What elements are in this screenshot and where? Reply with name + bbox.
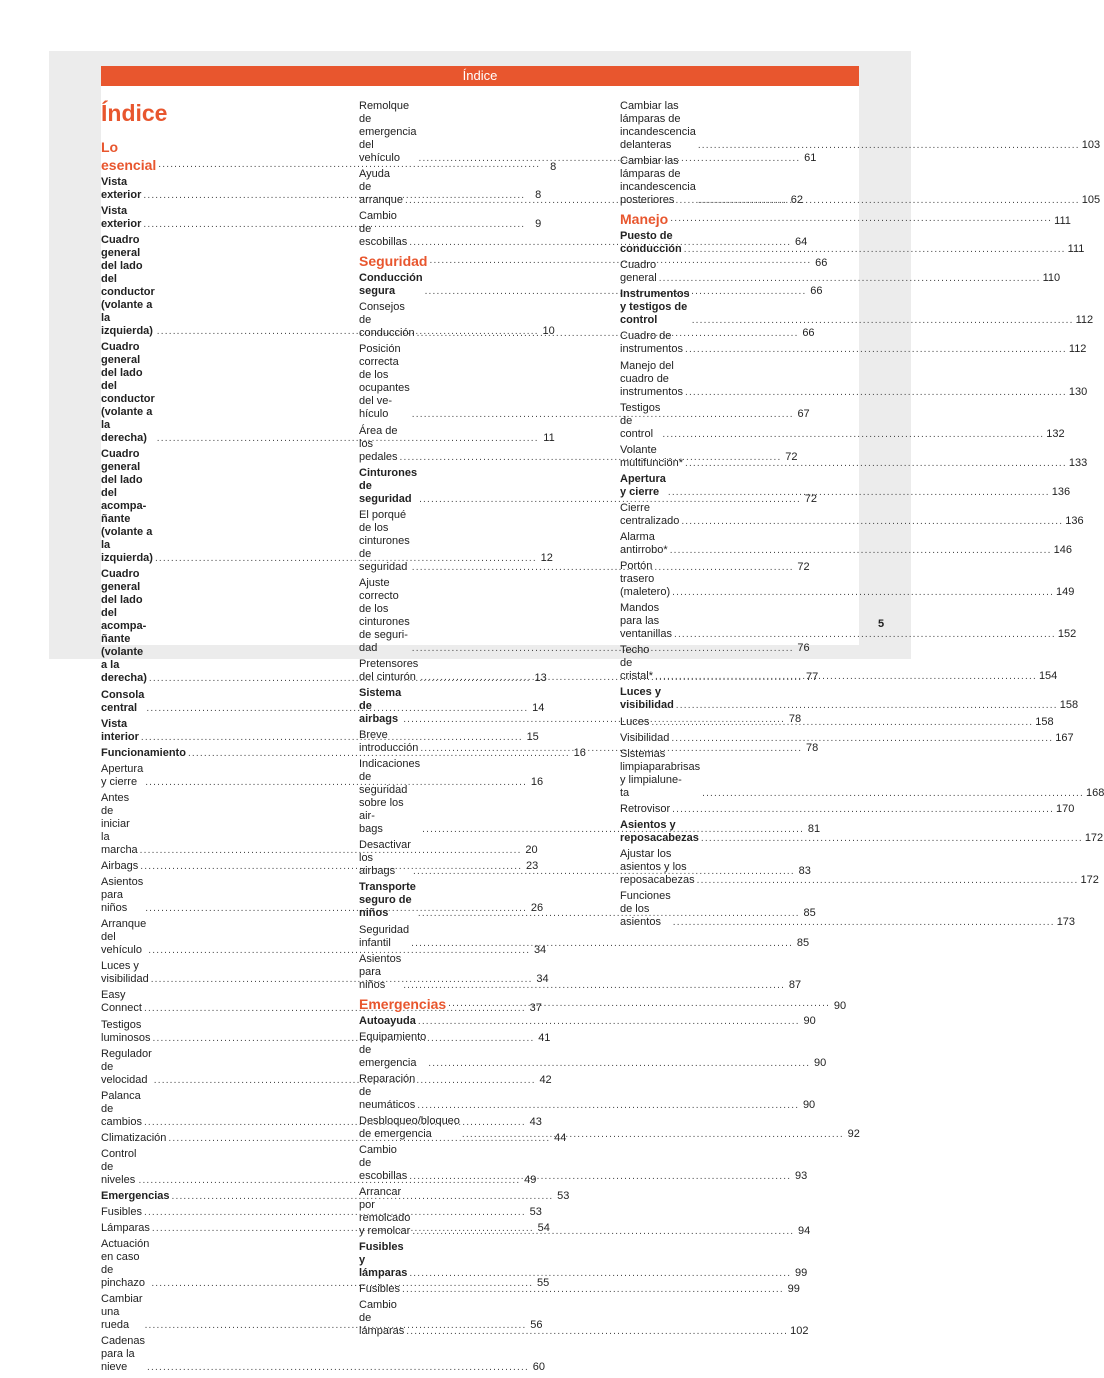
toc-entry-page: 103 [1081, 139, 1101, 151]
toc-entry-page: 78 [805, 742, 819, 755]
toc-entry-page: 94 [798, 1225, 811, 1238]
toc-entry[interactable] [620, 847, 1099, 887]
dot-leader [698, 194, 1080, 207]
toc-entry-title: Vista exterior [101, 176, 142, 201]
toc-entry-page: 158 [1035, 715, 1054, 728]
toc-entry-page: 85 [803, 907, 816, 920]
toc-entry-page: 112 [1075, 314, 1094, 327]
dot-leader [702, 787, 1084, 800]
toc-entry-page: 62 [790, 194, 803, 207]
toc-entry-page: 11 [543, 432, 555, 445]
dot-leader [692, 314, 1074, 327]
toc-entry-title: Manejo [620, 211, 669, 228]
toc-entry[interactable] [101, 1131, 567, 1145]
toc-entry-page: 90 [833, 999, 847, 1012]
toc-entry[interactable] [101, 746, 586, 760]
toc-entry-title: Consejos de conducción [359, 301, 415, 340]
toc-entry[interactable] [620, 230, 1085, 256]
toc-entry-page: 93 [794, 1170, 808, 1183]
toc-entry[interactable] [620, 155, 1101, 207]
toc-entry-title: Cuadro de instrumentos [620, 330, 683, 356]
toc-entry-title: Desactivar los airbags [359, 839, 411, 878]
toc-entry-page: 60 [532, 1361, 545, 1374]
toc-entry-page: 66 [815, 257, 828, 270]
toc-entry[interactable] [359, 1299, 809, 1338]
toc-entry-title: Antes de iniciar la marcha [101, 791, 138, 856]
toc-entry-title: Cambio de lámparas [359, 1299, 405, 1338]
toc-entry-title: Luces y visibilidad [101, 960, 149, 986]
toc-entry-page: 72 [804, 492, 817, 505]
toc-entry-page: 170 [1056, 802, 1075, 815]
toc-entry-title: Cuadro general del lado del conductor (volante a la izquierda) [101, 234, 155, 338]
toc-entry-title: Cambiar las lámparas de incandescencia delanteras [620, 100, 696, 151]
dot-leader [411, 937, 793, 950]
toc-entry[interactable] [620, 359, 1088, 399]
toc-entry[interactable] [359, 1186, 811, 1238]
toc-entry-page: 172 [1080, 873, 1099, 886]
toc-entry[interactable] [620, 288, 1094, 327]
toc-entry-title: Cuadro general del lado del acompa- ñante (volante a la izquierda) [101, 448, 153, 565]
toc-entry-title: Cuadro general del lado del acompa- ñante (volante a la derecha) [101, 568, 147, 685]
page-title: Índice [101, 100, 168, 126]
toc-entry-page: 87 [788, 978, 802, 991]
toc-entry-page: 146 [1053, 544, 1072, 557]
toc-section-heading[interactable] [359, 995, 847, 1013]
toc-entry-page: 149 [1056, 586, 1075, 599]
dot-leader [684, 243, 1066, 256]
toc-entry-page: 66 [802, 327, 815, 340]
dot-leader [670, 210, 1052, 228]
dot-leader [673, 916, 1055, 929]
toc-entry[interactable] [359, 1144, 808, 1183]
toc-entry-title: Arrancar por remolcado y remolcar [359, 1186, 411, 1238]
dot-leader [668, 486, 1050, 499]
toc-entry-title: Retrovisor [620, 802, 671, 815]
toc-entry[interactable] [620, 602, 1077, 641]
dot-leader [681, 515, 1063, 528]
toc-entry-title: Actuación en caso de pinchazo [101, 1238, 150, 1290]
dot-leader [406, 1325, 788, 1338]
toc-entry[interactable] [620, 560, 1075, 599]
dot-leader [448, 995, 830, 1013]
toc-entry-title: Sistemas limpiaparabrisas y limpialune- ta [620, 747, 701, 799]
dot-leader [412, 1225, 794, 1238]
dot-leader [670, 544, 1052, 557]
toc-entry-title: Pretensores del cinturón [359, 657, 419, 683]
toc-entry[interactable] [359, 952, 802, 992]
toc-entry-page: 77 [805, 670, 819, 683]
toc-entry-page: 85 [796, 936, 810, 949]
toc-entry[interactable] [359, 1072, 816, 1112]
dot-leader [417, 1099, 799, 1112]
toc-entry-title: Airbags [101, 860, 139, 873]
toc-entry-title: Cierre centralizado [620, 501, 680, 527]
dot-leader [701, 832, 1083, 845]
dot-leader [403, 979, 785, 992]
toc-entry-page: 130 [1068, 385, 1088, 398]
toc-entry-title: Luces y visibilidad [620, 686, 674, 712]
toc-entry-page: 42 [539, 1073, 552, 1086]
toc-entry-page: 83 [798, 865, 811, 878]
toc-entry[interactable] [620, 472, 1071, 499]
toc-entry-title: Remolque de emergencia del vehículo [359, 100, 417, 164]
toc-entry-title: Funcionamiento [101, 746, 186, 759]
toc-entry-title: Ajustar los asientos y los reposacabezas [620, 847, 695, 886]
page-number: 5 [878, 618, 885, 630]
toc-entry-title: Reparación de neumáticos [359, 1072, 416, 1111]
toc-entry-page: 14 [532, 701, 545, 714]
toc-entry-page: 64 [794, 236, 808, 249]
toc-entry[interactable] [359, 1241, 808, 1280]
toc-entry-title: Cambiar una rueda [101, 1293, 143, 1332]
toc-entry-title: Arranque del vehículo [101, 918, 147, 957]
toc-entry-page: 72 [785, 450, 798, 463]
toc-entry[interactable] [620, 259, 1061, 285]
toc-entry[interactable] [101, 1335, 545, 1374]
toc-entry-title: Volante multifunción* [620, 443, 683, 469]
toc-entry-title: Indicaciones de seguridad sobre los air- bags [359, 758, 421, 836]
toc-entry-title: Lámparas [101, 1222, 150, 1235]
toc-entry-page: 8 [550, 161, 557, 173]
toc-entry[interactable] [359, 923, 810, 950]
toc-entry[interactable] [359, 1283, 800, 1296]
toc-entry-title: Apertura y cierre [101, 762, 144, 788]
toc-entry-page: 56 [530, 1319, 543, 1332]
toc-entry-page: 132 [1046, 427, 1065, 440]
toc-entry-title: Posición correcta de los ocupantes del ve- hículo [359, 343, 410, 421]
toc-entry-page: 99 [787, 1283, 800, 1296]
dot-leader [662, 428, 1044, 441]
toc-entry-page: 15 [526, 730, 539, 743]
toc-entry-title: Sistema de airbags [359, 687, 402, 726]
toc-entry-title: Cambio de escobillas [359, 1144, 408, 1183]
toc-entry-page: 54 [537, 1222, 550, 1235]
header-bar: Índice [101, 66, 859, 86]
toc-entry-title: Manejo del cuadro de instrumentos [620, 359, 683, 398]
dot-leader [697, 874, 1079, 887]
toc-entry-title: Apertura y cierre [620, 472, 666, 498]
toc-section-heading[interactable] [620, 210, 1071, 228]
toc-entry-title: Fusibles y lámparas [359, 1241, 408, 1280]
toc-entry-page: 76 [797, 641, 810, 654]
toc-entry[interactable] [620, 330, 1087, 356]
toc-entry[interactable] [620, 501, 1084, 528]
toc-entry[interactable] [620, 890, 1076, 929]
toc-entry-title: Emergencias [101, 1189, 170, 1202]
toc-entry-page: 43 [529, 1115, 542, 1128]
dot-leader [409, 1267, 791, 1280]
toc-entry-page: 12 [540, 552, 553, 565]
toc-entry-page: 111 [1054, 215, 1071, 228]
dot-leader [685, 386, 1067, 399]
dot-leader [402, 1283, 784, 1296]
toc-entry-page: 99 [794, 1267, 808, 1280]
toc-entry-page: 90 [802, 1098, 816, 1111]
toc-entry-page: 41 [538, 1031, 551, 1044]
toc-entry-title: El porqué de los cinturones de seguridad [359, 508, 410, 573]
toc-entry[interactable] [620, 715, 1054, 729]
toc-entry-title: Desbloqueo/bloqueo de emergencia [359, 1114, 460, 1140]
toc-entry-title: Seguridad [359, 253, 428, 270]
toc-entry-page: 81 [807, 823, 821, 836]
toc-entry-page: 72 [797, 560, 810, 573]
toc-entry-title: Techo de cristal* [620, 644, 654, 683]
toc-entry[interactable] [359, 1030, 827, 1070]
toc-entry-title: Breve introducción [359, 729, 419, 755]
toc-entry-page: 154 [1038, 670, 1058, 683]
toc-entry[interactable] [101, 762, 544, 789]
dot-leader [418, 1015, 800, 1028]
toc-entry-page: 172 [1084, 831, 1104, 844]
toc-entry-page: 16 [530, 775, 544, 788]
toc-entry-page: 26 [530, 902, 544, 915]
toc-entry-title: Ayuda de arranque [359, 168, 404, 207]
toc-entry-page: 92 [847, 1127, 860, 1140]
toc-entry[interactable] [620, 401, 1065, 441]
toc-entry-page: 158 [1059, 699, 1079, 712]
toc-column-3 [620, 100, 1104, 932]
toc-entry-title: Asientos para niños [359, 952, 402, 991]
toc-entry[interactable] [620, 818, 1104, 845]
toc-entry-page: 105 [1081, 194, 1101, 207]
toc-entry-page: 53 [557, 1189, 570, 1202]
toc-entry-title: Cinturones de seguridad [359, 466, 418, 505]
toc-entry-page: 61 [804, 152, 817, 164]
toc-entry-page: 37 [529, 1002, 542, 1015]
toc-entry-title: Visibilidad [620, 731, 670, 744]
toc-entry-title: Fusibles [101, 1206, 142, 1219]
dot-leader [698, 139, 1080, 152]
toc-entry-page: 16 [573, 746, 586, 759]
toc-entry[interactable] [101, 860, 539, 873]
toc-entry-title: Vista interior [101, 717, 139, 743]
dot-leader [409, 1170, 791, 1183]
toc-entry-title: Testigos luminosos [101, 1018, 151, 1044]
dot-leader [685, 343, 1067, 356]
toc-entry-title: Easy Connect [101, 989, 142, 1015]
toc-entry[interactable] [101, 1206, 542, 1219]
toc-entry-page: 10 [542, 325, 555, 338]
toc-entry-title: Alarma antirrobo* [620, 531, 668, 557]
toc-entry[interactable] [101, 1222, 550, 1235]
dot-leader [676, 699, 1058, 712]
toc-entry-title: Cadenas para la nieve [101, 1335, 146, 1374]
toc-section-heading[interactable] [359, 252, 828, 270]
toc-entry-page: 133 [1068, 456, 1088, 469]
toc-entry[interactable] [101, 1189, 570, 1203]
toc-entry-page: 34 [533, 944, 547, 957]
toc-entry-title: Conducción segura [359, 272, 423, 298]
toc-entry-title: Cambio de escobillas [359, 210, 408, 249]
toc-entry-page: 90 [813, 1056, 827, 1069]
toc-entry-page: 67 [797, 408, 810, 421]
toc-entry-title: Seguridad infantil [359, 923, 410, 949]
toc-entry[interactable] [359, 1014, 816, 1028]
toc-entry-title: Regulador de velocidad [101, 1047, 152, 1086]
toc-entry-page: 13 [534, 672, 547, 685]
toc-entry[interactable] [620, 531, 1072, 557]
dot-leader [655, 670, 1037, 683]
toc-entry-title: Puesto de conducción [620, 230, 682, 256]
toc-entry-title: Luces [620, 715, 650, 728]
toc-entry-title: Asientos y reposacabezas [620, 818, 699, 844]
toc-entry-page: 44 [554, 1131, 567, 1144]
toc-entry-page: 102 [790, 1325, 809, 1338]
toc-entry-page: 20 [525, 843, 538, 856]
toc-entry-title: Funciones de los asientos [620, 890, 671, 929]
toc-entry-title: Área de los pedales [359, 424, 398, 463]
toc-entry-page: 8 [535, 189, 542, 201]
dot-leader [685, 457, 1067, 470]
dot-leader [428, 1057, 810, 1070]
dot-leader [462, 1128, 844, 1141]
toc-entry-page: 9 [535, 218, 542, 231]
toc-entry-title: Testigos de control [620, 401, 661, 440]
toc-entry-page: 167 [1055, 731, 1074, 744]
toc-entry[interactable] [620, 100, 1101, 152]
toc-entry-title: Transporte seguro de niños [359, 881, 416, 920]
dot-leader [147, 1361, 529, 1374]
dot-leader [659, 272, 1041, 285]
toc-entry-title: Asientos para niños [101, 876, 144, 915]
toc-entry-page: 168 [1086, 786, 1104, 799]
toc-entry-title: Cuadro general del lado del conductor (volante a la derecha) [101, 341, 155, 445]
toc-entry-page: 111 [1067, 243, 1085, 256]
toc-entry[interactable] [620, 443, 1088, 470]
toc-entry-title: Palanca de cambios [101, 1089, 142, 1128]
toc-entry-title: Lo esencial [101, 139, 157, 173]
toc-entry-page: 112 [1068, 343, 1087, 356]
toc-entry-title: Mandos para las ventanillas [620, 602, 672, 641]
toc-entry-title: Cambiar las lámparas de incandescencia posteriores [620, 155, 696, 207]
toc-entry-title: Equipamiento de emergencia [359, 1030, 427, 1069]
dot-leader [651, 716, 1033, 729]
toc-entry-title: Instrumentos y testigos de control [620, 288, 690, 327]
toc-entry[interactable] [620, 641, 1058, 683]
toc-entry[interactable] [620, 802, 1075, 816]
toc-entry-title: Vista exterior [101, 205, 142, 231]
toc-entry[interactable] [620, 747, 1104, 800]
toc-entry-page: 90 [803, 1014, 816, 1027]
toc-entry-page: 152 [1057, 628, 1077, 641]
toc-section-heading[interactable] [101, 138, 557, 174]
toc-entry-page: 34 [536, 973, 549, 986]
dot-leader [672, 586, 1054, 599]
toc-entry-title: Autoayuda [359, 1014, 416, 1027]
toc-entry-page: 53 [529, 1206, 542, 1219]
dot-leader [671, 732, 1053, 745]
toc-entry-page: 49 [524, 1173, 537, 1186]
toc-entry-title: Portón trasero (maletero) [620, 560, 671, 599]
toc-entry-page: 136 [1065, 514, 1084, 527]
dot-leader [672, 803, 1054, 816]
toc-entry-title: Ajuste correcto de los cinturones de seguri- dad [359, 576, 410, 654]
toc-entry-title: Consola central [101, 688, 145, 714]
toc-entry-title: Emergencias [359, 995, 447, 1012]
toc-entry-page: 173 [1056, 916, 1076, 929]
toc-entry[interactable] [620, 686, 1079, 712]
toc-entry-title: Climatización [101, 1131, 167, 1144]
toc-entry-title: Control de niveles [101, 1147, 137, 1186]
toc-entry-page: 23 [525, 860, 539, 873]
toc-entry-page: 136 [1051, 485, 1071, 498]
toc-entry-title: Fusibles [359, 1283, 400, 1296]
dot-leader [674, 628, 1056, 641]
toc-entry-page: 110 [1042, 272, 1061, 285]
toc-entry[interactable] [359, 1114, 860, 1141]
toc-entry-page: 55 [536, 1277, 550, 1290]
toc-entry-title: Cuadro general [620, 259, 657, 285]
toc-entry-page: 66 [810, 285, 823, 298]
toc-entry-page: 78 [788, 713, 802, 726]
toc-entry[interactable] [620, 731, 1074, 745]
